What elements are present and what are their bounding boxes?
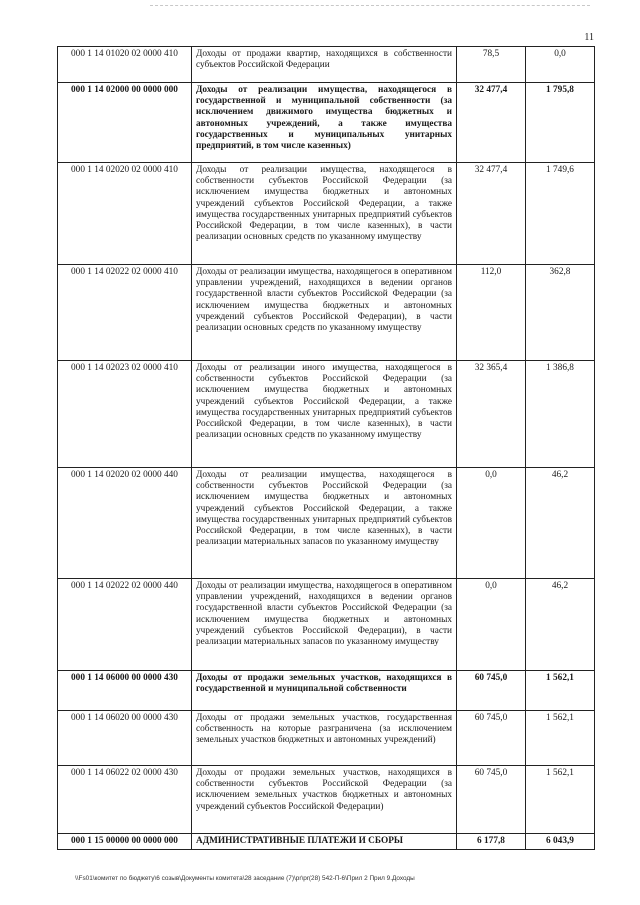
row-value-2: 1 386,8 (526, 361, 595, 468)
row-code: 000 1 14 02020 02 0000 410 (58, 163, 192, 265)
row-value-1: 0,0 (457, 468, 526, 579)
row-value-1: 0,0 (457, 579, 526, 671)
row-description: Доходы от продажи земельных участков, находящихся в государственной и муниципальной собственности (192, 671, 457, 711)
row-code: 000 1 14 02023 02 0000 410 (58, 361, 192, 468)
row-value-2: 6 043,9 (526, 834, 595, 850)
table-row (58, 83, 595, 163)
row-value-2: 46,2 (526, 468, 595, 579)
row-code: 000 1 14 06020 00 0000 430 (58, 711, 192, 766)
table-row (58, 579, 595, 671)
table-row (58, 361, 595, 468)
table-row (58, 163, 595, 265)
table-row (58, 671, 595, 711)
row-value-2: 1 749,6 (526, 163, 595, 265)
row-value-2: 1 562,1 (526, 711, 595, 766)
row-code: 000 1 14 02000 00 0000 000 (58, 83, 192, 163)
row-code: 000 1 15 00000 00 0000 000 (58, 834, 192, 850)
row-value-2: 1 795,8 (526, 83, 595, 163)
row-description: Доходы от продажи квартир, находящихся в собственности субъектов Российской Федерации (192, 47, 457, 83)
row-code: 000 1 14 02022 02 0000 410 (58, 265, 192, 361)
row-value-1: 112,0 (457, 265, 526, 361)
row-description: Доходы от реализации имущества, находящегося в государственной и муниципальной собственности (за исключением движимого имущества бюджетных и автономных учреждений, а также имущества государственных и муниципальных унитарных предприятий, в том числе казенных) (192, 83, 457, 163)
page-number: 11 (584, 32, 594, 43)
row-code: 000 1 14 06000 00 0000 430 (58, 671, 192, 711)
row-description: Доходы от реализации имущества, находящегося в оперативном управлении учреждений, находящихся в ведении органов государственной власти субъектов Российской Федерации (за исключением имущества бюджетных и автономных учреждений субъектов Российской Федерации), в части реализации материальных запасов по указанному имуществу (192, 579, 457, 671)
row-value-1: 78,5 (457, 47, 526, 83)
row-value-2: 46,2 (526, 579, 595, 671)
row-value-1: 60 745,0 (457, 766, 526, 834)
row-description: Доходы от реализации имущества, находящегося в оперативном управлении учреждений, находящихся в ведении органов государственной власти субъектов Российской Федерации (за исключением имущества бюджетных и автономных учреждений субъектов Российской Федерации), в части реализации основных средств по указанному имуществу (192, 265, 457, 361)
table-row (58, 468, 595, 579)
row-value-2: 0,0 (526, 47, 595, 83)
file-path-footer: \\Fs01\комитет по бюджету\6 созыв\Документы комитета\28 заседание (7)\pr\pr(28) 542-П-6\Прил 2 Прил 9.Доходы (75, 875, 415, 882)
table-row (58, 47, 595, 83)
row-code: 000 1 14 02022 02 0000 440 (58, 579, 192, 671)
row-description: Доходы от продажи земельных участков, находящихся в собственности субъектов Российской Федерации (за исключением земельных участков бюджетных и автономных учреждений субъектов Российской Федерации) (192, 766, 457, 834)
row-value-2: 1 562,1 (526, 766, 595, 834)
table-row (58, 834, 595, 850)
row-description: Доходы от продажи земельных участков, государственная собственность на которые разграничена (за исключением земельных участков бюджетных и автономных учреждений) (192, 711, 457, 766)
row-code: 000 1 14 06022 02 0000 430 (58, 766, 192, 834)
row-code: 000 1 14 01020 02 0000 410 (58, 47, 192, 83)
row-description: Доходы от реализации имущества, находящегося в собственности субъектов Российской Федерации (за исключением имущества бюджетных и автономных учреждений субъектов Российской Федерации, а также имущества государственных унитарных предприятий субъектов Российской Федерации, в том числе казенных), в части реализации основных средств по указанному имуществу (192, 163, 457, 265)
row-value-1: 32 477,4 (457, 83, 526, 163)
revenue-table (57, 46, 595, 850)
row-value-1: 6 177,8 (457, 834, 526, 850)
row-description: АДМИНИСТРАТИВНЫЕ ПЛАТЕЖИ И СБОРЫ (192, 834, 457, 850)
row-code: 000 1 14 02020 02 0000 440 (58, 468, 192, 579)
table-row (58, 711, 595, 766)
row-description: Доходы от реализации имущества, находящегося в собственности субъектов Российской Федерации (за исключением имущества бюджетных и автономных учреждений субъектов Российской Федерации, а также имущества государственных унитарных предприятий субъектов Российской Федерации, в том числе казенных), в части реализации материальных запасов по указанному имуществу (192, 468, 457, 579)
row-value-1: 32 477,4 (457, 163, 526, 265)
row-description: Доходы от реализации иного имущества, находящегося в собственности субъектов Российской Федерации (за исключением имущества бюджетных и автономных учреждений субъектов Российской Федерации, а также имущества государственных унитарных предприятий субъектов Российской Федерации, в том числе казенных), в части реализации основных средств по указанному имуществу (192, 361, 457, 468)
row-value-1: 60 745,0 (457, 671, 526, 711)
row-value-2: 362,8 (526, 265, 595, 361)
row-value-1: 60 745,0 (457, 711, 526, 766)
table-row (58, 265, 595, 361)
table-row (58, 766, 595, 834)
row-value-1: 32 365,4 (457, 361, 526, 468)
row-value-2: 1 562,1 (526, 671, 595, 711)
scan-top-edge (150, 5, 590, 6)
